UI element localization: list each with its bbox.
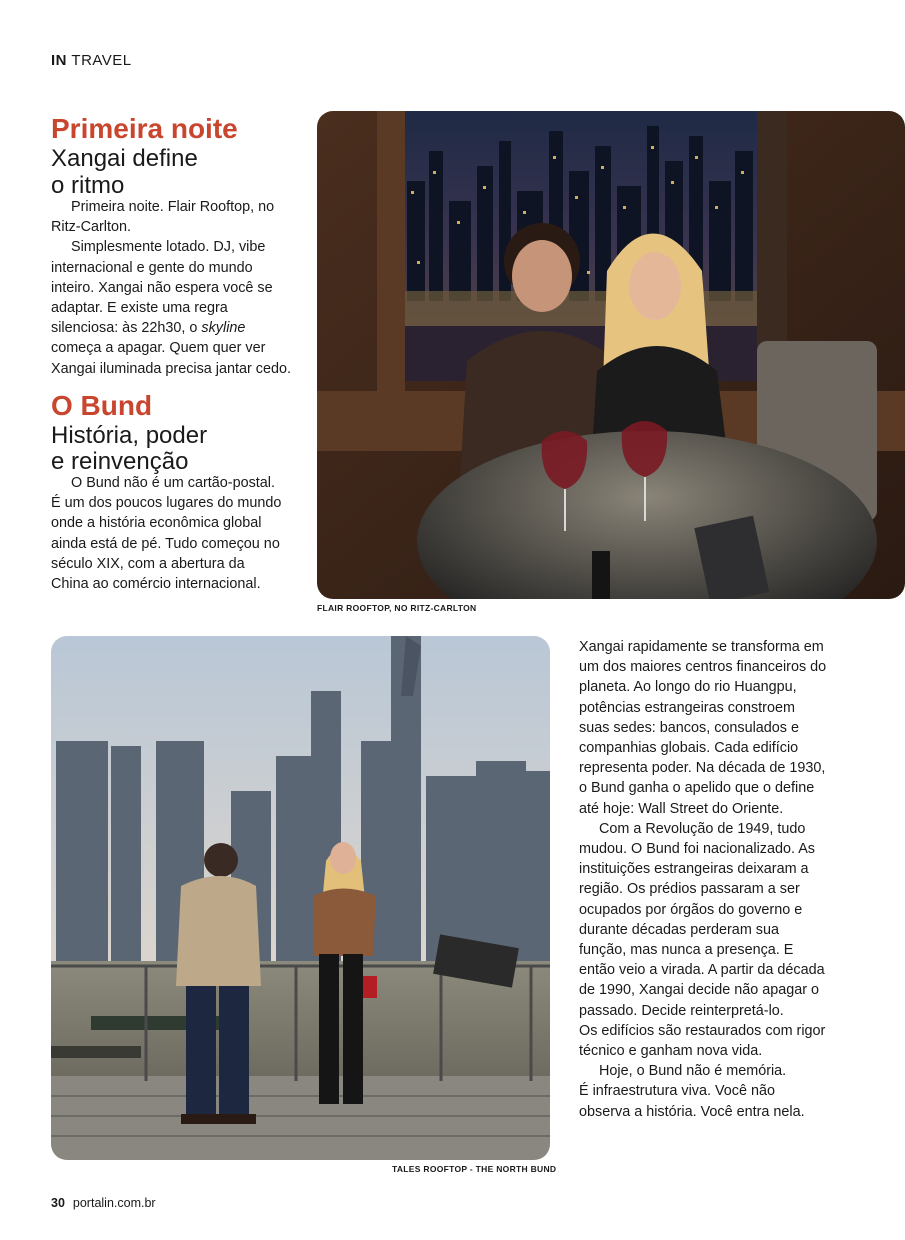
paragraph: É infraestrutura viva. Você não observa a história. Você entra nela. <box>579 1083 805 1120</box>
paragraph: Hoje, o Bund não é memória. <box>599 1063 787 1080</box>
section-body-o-bund <box>51 473 283 594</box>
section-tag-label: TRAVEL <box>71 52 132 69</box>
photo-caption-top: FLAIR ROOFTOP, NO RITZ-CARLTON <box>317 603 477 613</box>
paragraph: Primeira noite. Flair Rooftop, no Ritz-Carlton. <box>51 199 275 236</box>
section-subtitle-line1: História, poder <box>51 422 208 449</box>
paragraph-text: Simplesmente lotado. DJ, vibe internacional e gente do mundo inteiro. Xangai não espera você se adaptar. E existe uma regra silenciosa: às 22h30, o <box>51 239 273 337</box>
paragraph: Com a Revolução de 1949, tudo mudou. O Bund foi nacionalizado. As instituições estrangeiras deixaram a região. Os prédios passaram a ser ocupados por órgãos do governo e durante décadas perderam sua função, mas nunca a presença. E então veio a virada. A partir da década de 1990, Xangai decide não apagar o passado. Decide reinterpretá-lo. <box>579 820 825 1019</box>
photo-caption-bottom: TALES ROOFTOP - THE NORTH BUND <box>392 1164 557 1174</box>
section-body-primeira-noite <box>51 197 297 379</box>
right-column-body <box>579 637 829 1122</box>
paragraph-text: começa a apagar. Quem quer ver Xangai iluminada precisa jantar cedo. <box>51 340 291 377</box>
section-subtitle-line2: e reinvenção <box>51 448 189 475</box>
photo-tales-rooftop <box>51 636 550 1160</box>
section-title-o-bund: O Bund <box>51 390 153 421</box>
footer-site: portalin.com.br <box>72 1196 156 1210</box>
paragraph: Xangai rapidamente se transforma em um dos maiores centros financeiros do planeta. Ao longo do rio Huangpu, potências estrangeiras constroem suas sedes: bancos, consulados e companhias globais. Cada edifício representa poder. Na década de 1930, o Bund ganha o apelido que o define até hoje: Wall Street do Oriente. <box>579 639 827 817</box>
photo-flair-rooftop-illustration <box>317 111 905 599</box>
italic-term: skyline <box>201 320 246 337</box>
photo-flair-rooftop <box>317 111 905 599</box>
page-footer <box>51 1196 156 1210</box>
page-number: 30 <box>51 1196 65 1210</box>
section-tag <box>51 52 132 69</box>
section-subtitle-line1: Xangai define <box>51 145 198 172</box>
paragraph: Os edifícios são restaurados com rigor técnico e ganham nova vida. <box>579 1022 826 1060</box>
photo-tales-rooftop-illustration <box>51 636 550 1160</box>
section-title-primeira-noite: Primeira noite <box>51 113 238 144</box>
section-subtitle-line2: o ritmo <box>51 172 125 199</box>
paragraph: O Bund não é um cartão-postal. É um dos poucos lugares do mundo onde a história econômica global ainda está de pé. Tudo começou no século XIX, com a abertura da China ao comércio internacional. <box>51 475 282 593</box>
paragraph <box>51 237 297 378</box>
section-tag-bold: IN <box>51 52 67 69</box>
